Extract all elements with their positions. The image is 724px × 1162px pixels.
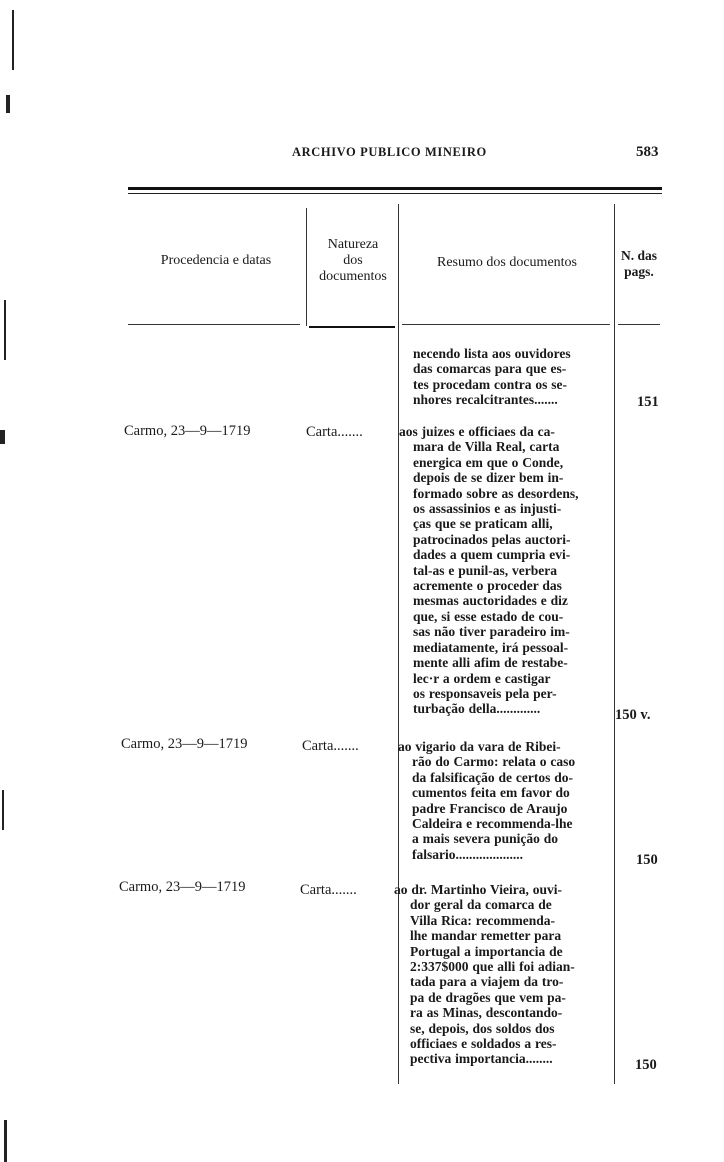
summary-line: dor geral da comarca de: [410, 897, 552, 913]
summary-line: nhores recalcitrantes.......: [413, 392, 558, 408]
summary-line: depois de se dizer bem in-: [413, 470, 564, 486]
column-header-pages: [614, 248, 664, 280]
summary-line: Caldeira e recommenda-lhe: [412, 816, 573, 832]
summary-line: mesmas auctoridades e diz: [413, 593, 568, 609]
column-header-nature-line: documentos: [319, 269, 387, 284]
summary-line: pa de dragões que vem pa-: [410, 989, 566, 1005]
summary-line: das comarcas para que es-: [413, 361, 567, 377]
origin-date-cell: Carmo, 23—9—1719: [119, 879, 246, 895]
summary-line: Villa Rica: recommenda-: [410, 912, 555, 928]
summary-line: os assassinios e as injusti-: [413, 501, 562, 517]
summary-line: sas não tiver paradeiro im-: [413, 624, 570, 640]
nature-cell: Carta.......: [300, 882, 357, 898]
summary-cell: [413, 346, 613, 408]
scan-edge-mark: [6, 95, 10, 113]
scan-edge-mark: [2, 790, 4, 830]
column-header-nature: [308, 237, 398, 285]
summary-line: officiaes e soldados a res-: [410, 1036, 557, 1052]
summary-line: ao dr. Martinho Vieira, ouvi-: [394, 882, 563, 897]
summary-line: ao vigario da vara de Ribei-: [398, 739, 561, 754]
summary-line: cumentos feita em favor do: [412, 785, 570, 801]
summary-line: se, depois, dos soldos dos: [410, 1020, 555, 1036]
page-number: 583: [636, 144, 659, 160]
summary-line: aos juizes e officia͏es da ca-: [399, 424, 555, 439]
summary-line: tal-as e punil-as, verbera: [413, 562, 557, 578]
header-underline: [128, 324, 300, 325]
pages-cell: 150 v.: [615, 707, 651, 723]
summary-line: a mais severa punição do: [412, 831, 559, 847]
summary-line: pectiva importancia........: [410, 1051, 553, 1067]
running-header-title: ARCHIVO PUBLICO MINEIRO: [292, 145, 487, 159]
summary-line: da falsificação de certos do-: [412, 769, 573, 785]
summary-line: mente alli afim de restabe-: [413, 655, 568, 671]
column-divider: [614, 204, 615, 1084]
pages-cell: 150: [636, 852, 658, 868]
header-rule-thin: [128, 193, 662, 194]
scan-edge-mark: [0, 430, 5, 444]
summary-line: lhe mandar remetter para: [410, 928, 562, 944]
summary-line: energica em que o Conde,: [413, 454, 564, 470]
origin-date-cell: Carmo, 23—9—1719: [121, 736, 248, 752]
scan-edge-mark: [12, 10, 14, 70]
summary-line: padre Francisco de Araujo: [412, 800, 568, 816]
summary-line: os responsaveis pela per-: [413, 685, 557, 701]
summary-line: tada para a viajem da tro-: [410, 974, 564, 990]
column-header-pages-line: pags.: [624, 264, 654, 279]
summary-line: acremente o proceder das: [413, 578, 562, 594]
column-header-summary: Resumo dos documentos: [437, 255, 577, 270]
summary-line: mara de Villa Real, carta: [413, 439, 560, 455]
summary-line: necendo lista aos ouvidores: [413, 346, 571, 361]
nature-cell: Carta.......: [302, 738, 359, 754]
column-header-nature-line: Natureza: [327, 237, 379, 252]
header-rule-thick: [128, 187, 662, 190]
header-underline: [309, 326, 395, 328]
column-header-pages-line: N. das: [620, 248, 657, 263]
summary-line: lec·r a ordem e castigar: [413, 670, 551, 686]
summary-line: falsario....................: [412, 846, 523, 862]
summary-line: que, si esse estado de cou-: [413, 608, 564, 624]
column-header-origin-dates: Procedencia e datas: [160, 253, 272, 268]
summary-line: turbação della.............: [413, 701, 541, 717]
summary-line: ças que se praticam alli,: [413, 516, 553, 532]
summary-cell: [398, 739, 613, 862]
summary-line: formado sobre as desordens,: [413, 485, 579, 501]
summary-cell: [399, 424, 613, 717]
summary-line: patrocinados pelas auctori-: [413, 531, 571, 547]
column-header-nature-line: dos: [343, 253, 363, 268]
scan-edge-mark: [4, 1120, 7, 1162]
scan-edge-mark: [4, 300, 6, 360]
summary-line: dades a quem cumpria evi-: [413, 547, 571, 563]
nature-cell: Carta.......: [306, 424, 363, 440]
summary-line: tes procedam contra os se-: [413, 376, 567, 392]
pages-cell: 151: [637, 394, 659, 410]
summary-line: mediatamente, irá pessoal-: [413, 639, 569, 655]
pages-cell: 150: [635, 1057, 657, 1073]
header-underline: [618, 324, 660, 325]
summary-line: 2:337$000 que alli foi adian-: [410, 959, 575, 975]
origin-date-cell: Carmo, 23—9—1719: [124, 423, 251, 439]
summary-cell: [394, 882, 612, 1067]
summary-line: Portugal a importancia de: [410, 943, 563, 959]
summary-line: ra as Minas, descontando-: [410, 1005, 563, 1021]
summary-line: rão do Carmo: relata o caso: [412, 754, 576, 770]
header-underline: [402, 324, 610, 325]
column-divider: [306, 208, 307, 326]
